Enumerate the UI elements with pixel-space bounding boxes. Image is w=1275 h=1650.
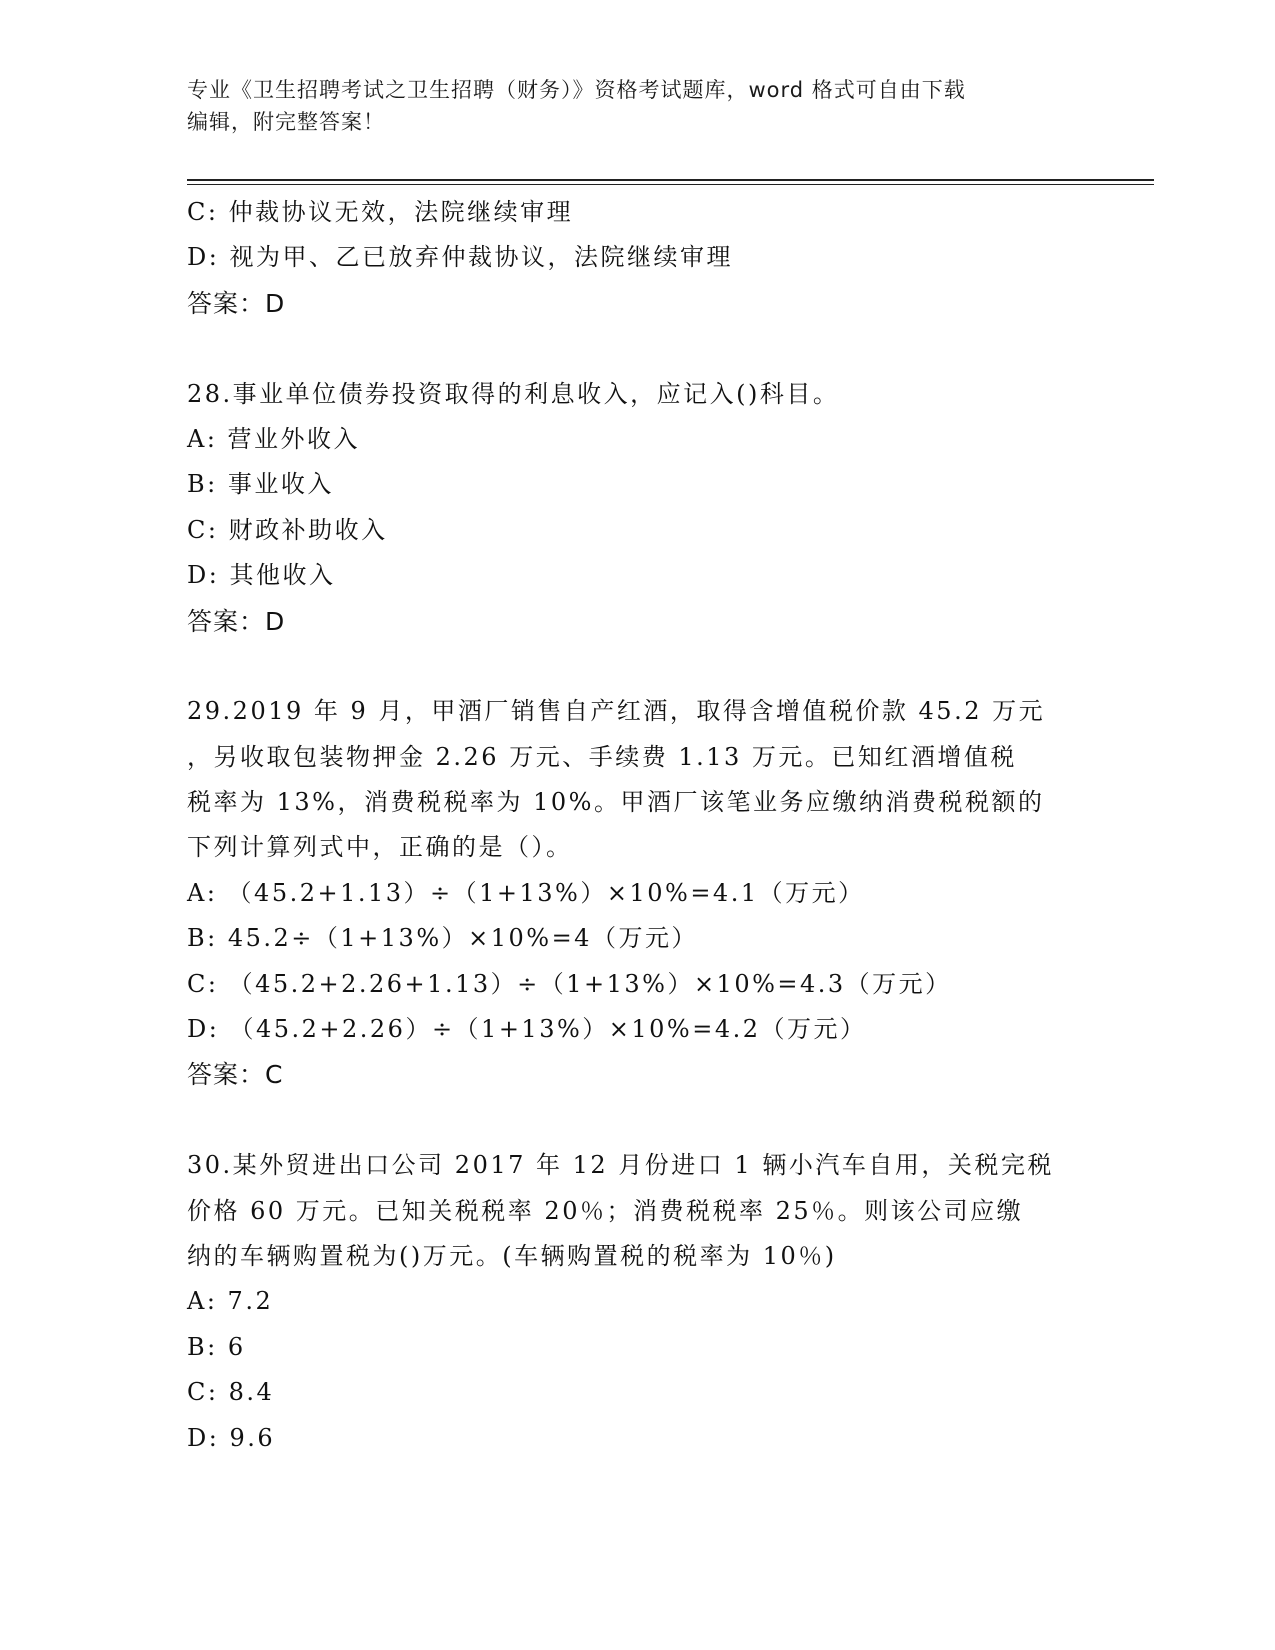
question-list <box>187 190 1087 1461</box>
option-b: B: 事业收入 <box>187 470 334 499</box>
question-29 <box>187 689 1087 1098</box>
option-c: C: （45.2+2.26+1.13）÷（1+13%）×10%=4.3（万元） <box>187 969 952 998</box>
answer-line: 答案：C <box>187 1060 284 1090</box>
spacer <box>187 644 1087 689</box>
option-d: D: （45.2+2.26）÷（1+13%）×10%=4.2（万元） <box>187 1015 867 1044</box>
option-c: C: 仲裁协议无效，法院继续审理 <box>187 198 574 226</box>
option-d: D: 其他收入 <box>187 561 336 590</box>
question-30 <box>187 1143 1087 1461</box>
spacer <box>187 326 1087 371</box>
header-divider-thin <box>187 184 1154 185</box>
option-a: A: （45.2+1.13）÷（1+13%）×10%=4.1（万元） <box>187 878 865 907</box>
header-divider-thick <box>187 179 1154 181</box>
option-b: B: 45.2÷（1+13%）×10%=4（万元） <box>187 924 698 953</box>
option-c: C: 8.4 <box>187 1378 275 1407</box>
option-b: B: 6 <box>187 1332 246 1361</box>
question-text: 税率为 13%，消费税税率为 10%。甲酒厂该笔业务应缴纳消费税税额的 <box>187 788 1045 817</box>
question-text: ，另收取包装物押金 2.26 万元、手续费 1.13 万元。已知红酒增值税 <box>187 742 1017 771</box>
question-text: 纳的车辆购置税为()万元。(车辆购置税的税率为 10％) <box>187 1241 837 1270</box>
answer-line: 答案：D <box>187 288 286 318</box>
question-text: 价格 60 万元。已知关税税率 20％；消费税税率 25％。则该公司应缴 <box>187 1196 1024 1225</box>
question-text: 下列计算列式中，正确的是（）。 <box>187 833 573 862</box>
option-a: A: 7.2 <box>187 1287 274 1316</box>
question-28 <box>187 372 1087 644</box>
header-line-2: 编辑，附完整答案！ <box>187 110 385 134</box>
answer-line: 答案：D <box>187 606 286 636</box>
document-header <box>187 74 1067 138</box>
option-c: C: 财政补助收入 <box>187 515 388 544</box>
question-27-continued <box>187 190 1087 326</box>
question-text: 28.事业单位债券投资取得的利息收入，应记入()科目。 <box>187 379 840 408</box>
question-text: 30.某外贸进出口公司 2017 年 12 月份进口 1 辆小汽车自用，关税完税 <box>187 1151 1054 1180</box>
option-a: A: 营业外收入 <box>187 424 361 453</box>
question-text: 29.2019 年 9 月，甲酒厂销售自产红酒，取得含增值税价款 45.2 万元 <box>187 697 1046 726</box>
header-line-1: 专业《卫生招聘考试之卫生招聘（财务）》资格考试题库，word 格式可自由下载 <box>187 78 966 102</box>
spacer <box>187 1098 1087 1143</box>
option-d: D: 9.6 <box>187 1423 276 1452</box>
option-d: D: 视为甲、乙已放弃仲裁协议，法院继续审理 <box>187 243 733 272</box>
